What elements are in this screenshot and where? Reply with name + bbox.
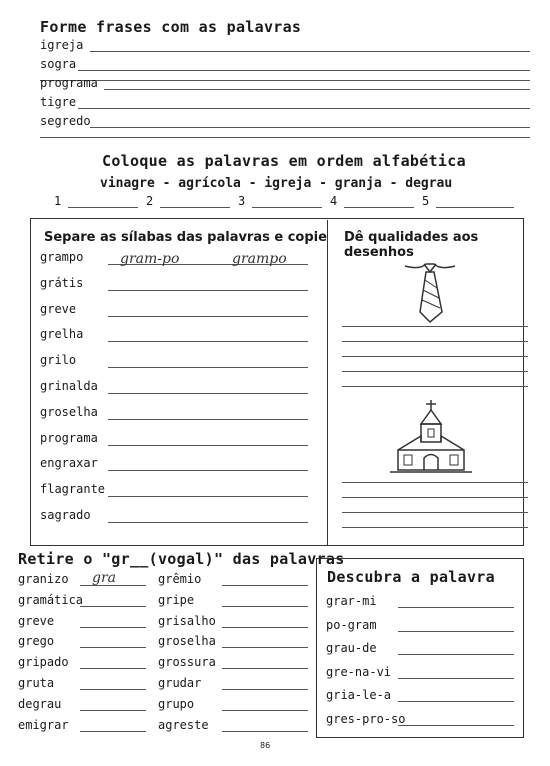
descubra-answer-line[interactable] bbox=[398, 678, 514, 679]
syllable-word: greve bbox=[40, 301, 77, 316]
sentence-line-4[interactable] bbox=[78, 108, 530, 109]
retire-word-right: gripe bbox=[158, 592, 195, 607]
tie-quality-line[interactable] bbox=[342, 356, 528, 357]
syllable-answer-line[interactable] bbox=[108, 290, 308, 291]
section4-title: Dê qualidades aos desenhos bbox=[344, 230, 479, 260]
order-slot-line-2[interactable] bbox=[160, 207, 230, 208]
example-syllables: gram-po bbox=[120, 251, 180, 267]
tie-quality-line[interactable] bbox=[342, 386, 528, 387]
retire-word-left: emigrar bbox=[18, 717, 69, 732]
sentence-continuation-line-5[interactable] bbox=[40, 137, 530, 138]
sentence-word-4: tigre bbox=[40, 95, 77, 109]
order-slot-line-5[interactable] bbox=[436, 207, 514, 208]
tie-quality-line[interactable] bbox=[342, 341, 528, 342]
retire-answer-line-right[interactable] bbox=[222, 710, 308, 711]
syllable-answer-line[interactable] bbox=[108, 419, 308, 420]
descubra-answer-line[interactable] bbox=[398, 607, 514, 608]
syllable-answer-line[interactable] bbox=[108, 445, 308, 446]
sentence-line-5[interactable] bbox=[90, 127, 530, 128]
section2-title: Coloque as palavras em ordem alfabética bbox=[102, 152, 466, 170]
descubra-answer-line[interactable] bbox=[398, 725, 514, 726]
church-icon bbox=[388, 398, 474, 474]
syllable-answer-line[interactable] bbox=[108, 393, 308, 394]
descubra-item: gres-pro-so bbox=[326, 711, 406, 726]
retire-answer-line-left[interactable] bbox=[80, 668, 146, 669]
retire-word-right: grossura bbox=[158, 655, 216, 670]
section1-title: Forme frases com as palavras bbox=[40, 18, 302, 36]
retire-answer-line-left[interactable] bbox=[80, 606, 146, 607]
retire-word-left: gripado bbox=[18, 655, 69, 670]
syllable-word: engraxar bbox=[40, 456, 98, 471]
order-slot-line-4[interactable] bbox=[344, 207, 414, 208]
syllable-word: grinalda bbox=[40, 379, 98, 393]
church-quality-line[interactable] bbox=[342, 482, 528, 483]
retire-word-left: gruta bbox=[18, 676, 55, 690]
sentence-line-1[interactable] bbox=[90, 51, 530, 52]
retire-answer-line-left[interactable] bbox=[80, 647, 146, 648]
retire-answer-line-right[interactable] bbox=[222, 585, 308, 586]
syllable-word: groselha bbox=[40, 404, 98, 419]
syllable-answer-line[interactable] bbox=[108, 316, 308, 317]
sentence-line-3[interactable] bbox=[104, 89, 530, 90]
syllable-word: grampo bbox=[40, 250, 84, 264]
tie-icon bbox=[400, 256, 460, 326]
descubra-item: po-gram bbox=[326, 617, 377, 632]
retire-word-right: groselha bbox=[158, 634, 216, 649]
descubra-answer-line[interactable] bbox=[398, 654, 514, 655]
retire-word-left: grego bbox=[18, 634, 55, 649]
retire-answer-line-left[interactable] bbox=[80, 689, 146, 690]
sentence-line-2[interactable] bbox=[78, 70, 530, 71]
retire-word-right: agreste bbox=[158, 717, 209, 732]
syllable-answer-line[interactable] bbox=[108, 470, 308, 471]
page-number: 86 bbox=[260, 741, 271, 750]
retire-word-left: degrau bbox=[18, 696, 62, 711]
syllable-word: flagrante bbox=[40, 482, 106, 497]
retire-answer-line-right[interactable] bbox=[222, 606, 308, 607]
sentence-word-2: sogra bbox=[40, 57, 77, 71]
order-slot-label-3: 3 bbox=[238, 194, 246, 208]
sentence-word-3: programa bbox=[40, 76, 98, 90]
section6-title: Descubra a palavra bbox=[327, 568, 495, 586]
syllable-word: grelha bbox=[40, 327, 84, 342]
sentence-word-1: igreja bbox=[40, 38, 84, 52]
alphabetical-word-list: vinagre - agrícola - igreja - granja - degrau bbox=[100, 176, 453, 191]
order-slot-label-4: 4 bbox=[330, 194, 338, 208]
retire-answer-line-right[interactable] bbox=[222, 627, 308, 628]
retire-word-right: grudar bbox=[158, 676, 202, 690]
syllable-word: grátis bbox=[40, 275, 84, 290]
order-slot-line-3[interactable] bbox=[252, 207, 322, 208]
retire-word-right: grisalho bbox=[158, 613, 216, 628]
sentence-word-5: segredo bbox=[40, 114, 91, 128]
example-answer: gra bbox=[92, 570, 117, 586]
order-slot-line-1[interactable] bbox=[68, 207, 138, 208]
syllable-answer-line[interactable] bbox=[108, 367, 308, 368]
descubra-item: grau-de bbox=[326, 641, 377, 655]
retire-word-right: grêmio bbox=[158, 572, 202, 586]
descubra-answer-line[interactable] bbox=[398, 631, 514, 632]
church-quality-line[interactable] bbox=[342, 512, 528, 513]
order-slot-label-2: 2 bbox=[146, 194, 154, 208]
tie-quality-line[interactable] bbox=[342, 371, 528, 372]
order-slot-label-1: 1 bbox=[54, 194, 62, 208]
retire-answer-line-right[interactable] bbox=[222, 647, 308, 648]
syllable-answer-line[interactable] bbox=[108, 341, 308, 342]
descubra-item: gre-na-vi bbox=[326, 664, 392, 679]
retire-word-left: gramática bbox=[18, 592, 84, 607]
descubra-answer-line[interactable] bbox=[398, 701, 514, 702]
box-divider bbox=[327, 220, 328, 545]
syllable-word: programa bbox=[40, 430, 98, 445]
retire-word-left: granizo bbox=[18, 572, 69, 586]
retire-answer-line-left[interactable] bbox=[80, 627, 146, 628]
church-quality-line[interactable] bbox=[342, 527, 528, 528]
sentence-continuation-line-2[interactable] bbox=[40, 80, 530, 81]
example-copy: grampo bbox=[232, 251, 287, 267]
tie-quality-line[interactable] bbox=[342, 326, 528, 327]
retire-answer-line-right[interactable] bbox=[222, 689, 308, 690]
syllable-word: sagrado bbox=[40, 508, 91, 522]
retire-word-right: grupo bbox=[158, 696, 195, 711]
order-slot-label-5: 5 bbox=[422, 194, 430, 208]
syllable-answer-line[interactable] bbox=[108, 522, 308, 523]
retire-answer-line-right[interactable] bbox=[222, 668, 308, 669]
retire-word-left: greve bbox=[18, 613, 55, 628]
descubra-item: grar-mi bbox=[326, 594, 377, 608]
retire-answer-line-right[interactable] bbox=[222, 731, 308, 732]
retire-answer-line-left[interactable] bbox=[80, 710, 146, 711]
descubra-item: gria-le-a bbox=[326, 688, 392, 702]
syllable-word: grilo bbox=[40, 353, 77, 368]
section5-title: Retire o "gr__(vogal)" das palavras bbox=[18, 550, 345, 568]
syllable-answer-line[interactable] bbox=[108, 496, 308, 497]
section3-title: Separe as sílabas das palavras e copie bbox=[44, 230, 327, 245]
church-quality-line[interactable] bbox=[342, 497, 528, 498]
retire-answer-line-left[interactable] bbox=[80, 731, 146, 732]
